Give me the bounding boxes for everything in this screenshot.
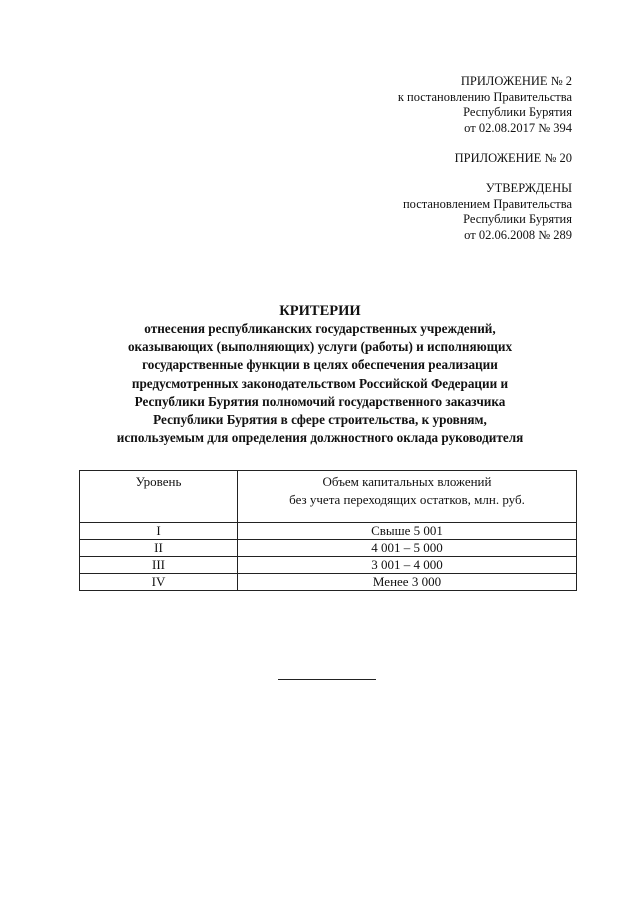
- volume-cell: 4 001 – 5 000: [238, 540, 577, 557]
- subtitle-line: Республики Бурятия полномочий государственного заказчика: [134, 393, 506, 409]
- header-volume-line: Объем капитальных вложений: [322, 474, 492, 489]
- level-cell: IV: [80, 574, 238, 591]
- level-cell: I: [80, 523, 238, 540]
- document-title: КРИТЕРИИ: [279, 303, 361, 319]
- criteria-table: [79, 470, 577, 591]
- appendix-2-republic: Республики Бурятия: [463, 105, 572, 119]
- level-cell: II: [80, 540, 238, 557]
- end-divider: [278, 679, 376, 680]
- volume-cell: Менее 3 000: [238, 574, 577, 591]
- table-header-row: [80, 471, 577, 523]
- subtitle-line: отнесения республиканских государственных учреждений,: [144, 321, 496, 336]
- header-volume-line: без учета переходящих остатков, млн. руб.: [289, 492, 525, 507]
- volume-cell: 3 001 – 4 000: [238, 557, 577, 574]
- table-row: [80, 523, 577, 540]
- approved-label: УТВЕРЖДЕНЫ: [485, 181, 572, 195]
- subtitle-line: Республики Бурятия в сфере строительства, к уровням,: [153, 412, 487, 428]
- level-cell: III: [80, 557, 238, 574]
- approved-by: постановлением Правительства: [402, 196, 572, 211]
- subtitle-line: государственные функции в целях обеспечения реализации: [142, 357, 498, 373]
- appendix-2-reference: к постановлению Правительства: [397, 89, 572, 104]
- approved-date: от 02.06.2008 № 289: [464, 227, 572, 242]
- table-row: [80, 574, 577, 591]
- appendix-20-header: [455, 151, 572, 167]
- appendix-20-number: ПРИЛОЖЕНИЕ № 20: [454, 151, 572, 165]
- subtitle-line: используемым для определения должностного оклада руководителя: [116, 430, 524, 446]
- table-row: [80, 557, 577, 574]
- header-volume: [238, 471, 577, 523]
- volume-cell: Свыше 5 001: [238, 523, 577, 540]
- document-title-block: [40, 302, 600, 447]
- subtitle-line: оказывающих (выполняющих) услуги (работы) и исполняющих: [127, 339, 513, 355]
- appendix-2-number: ПРИЛОЖЕНИЕ № 2: [460, 74, 572, 88]
- appendix-2-header: [398, 74, 572, 136]
- header-level: Уровень: [80, 471, 238, 523]
- approved-republic: Республики Бурятия: [463, 212, 572, 226]
- table-row: [80, 540, 577, 557]
- subtitle-line: предусмотренных законодательством Российской Федерации и: [131, 375, 509, 391]
- appendix-2-date: от 02.08.2017 № 394: [464, 120, 572, 135]
- approval-stamp-text: [403, 181, 572, 243]
